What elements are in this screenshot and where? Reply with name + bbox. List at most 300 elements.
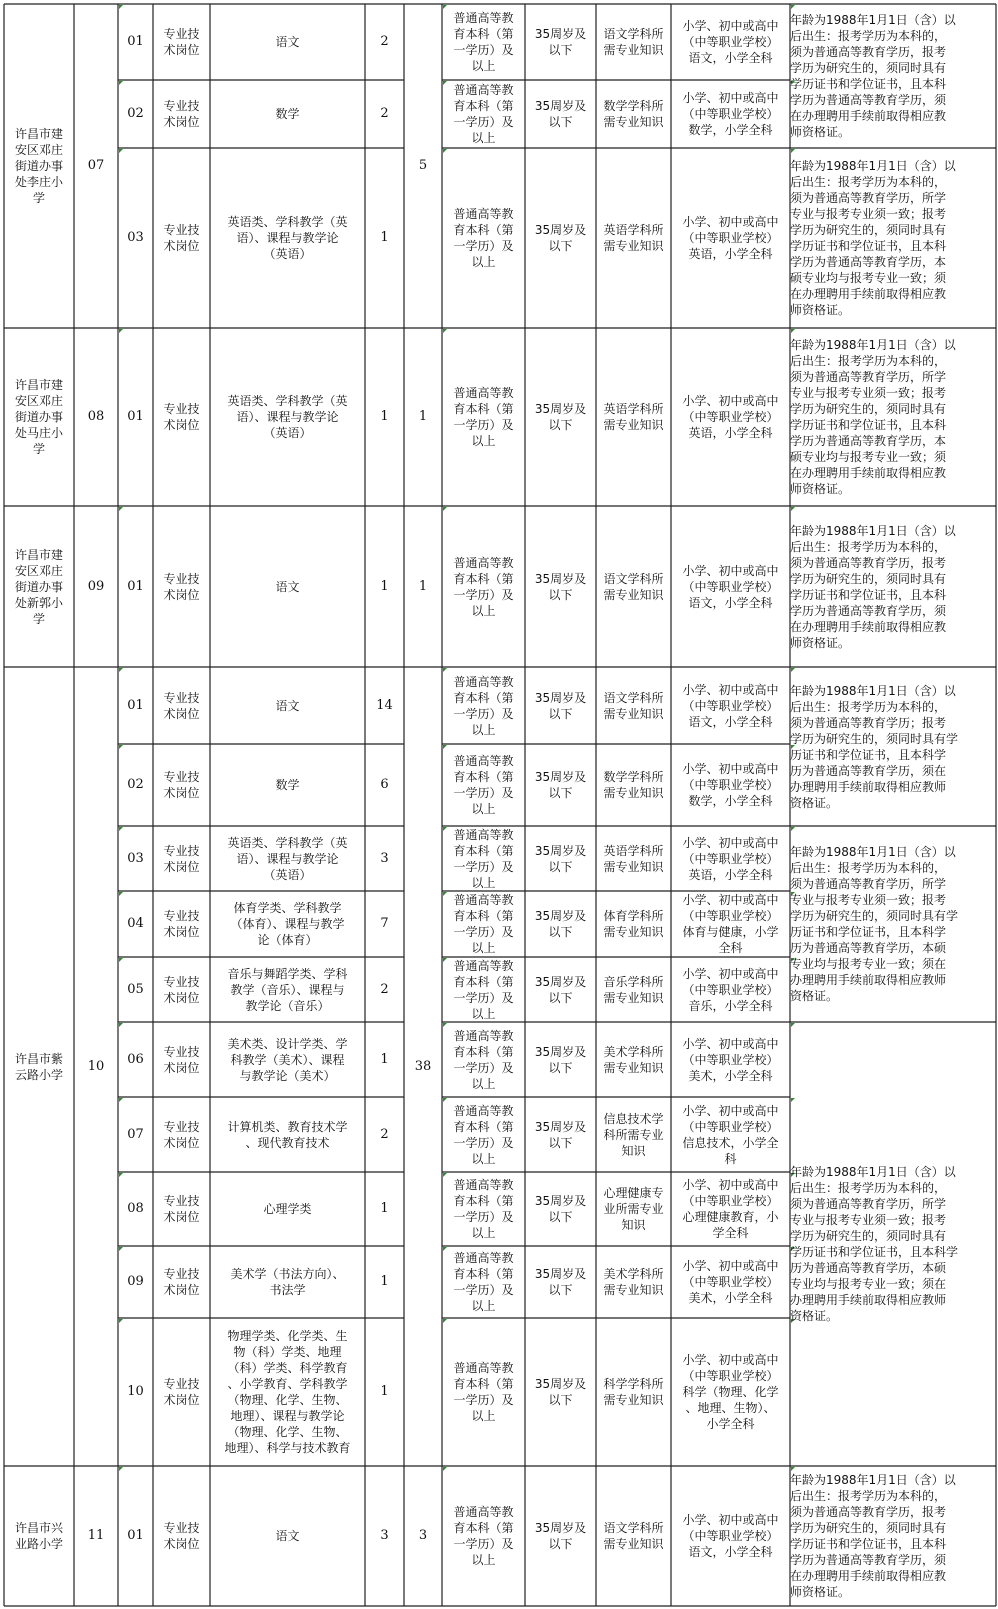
education-cell-text: 普通高等教 育本科（第 一学历）及 以上 [453, 11, 514, 73]
unit-total-cell-text: 1 [418, 409, 428, 424]
exam-cell-text: 音乐学科所 需专业知识 [603, 974, 664, 1005]
education-cell [442, 1318, 525, 1466]
unit-total-cell [404, 506, 442, 667]
note-cell [790, 1466, 996, 1606]
exam-cell [596, 1097, 671, 1172]
unit-code-cell-text: 08 [87, 409, 105, 424]
exam-cell [596, 1318, 671, 1466]
post-code-cell [118, 826, 153, 891]
education-cell-text: 普通高等教 育本科（第 一学历）及 以上 [453, 555, 514, 618]
post-code-cell-text: 01 [127, 697, 144, 713]
education-cell-text: 普通高等教 育本科（第 一学历）及 以上 [453, 1028, 514, 1091]
major-cell [210, 1466, 365, 1606]
exam-cell [596, 891, 671, 957]
unit-code-cell [74, 328, 118, 506]
post-code-cell [118, 744, 153, 826]
exam-cell-text: 语文学科所 需专业知识 [603, 1521, 664, 1551]
post-type-cell-text: 专业技 术岗位 [163, 99, 200, 129]
unit-code-cell [74, 506, 118, 667]
qualification-cell [671, 80, 790, 148]
post-code-cell-text: 01 [127, 34, 144, 49]
count-cell-text: 3 [380, 1528, 389, 1543]
post-code-cell [118, 957, 153, 1022]
post-code-cell-text: 01 [127, 409, 144, 424]
age-cell [525, 1022, 596, 1097]
age-cell [525, 80, 596, 148]
qualification-cell-text: 小学、初中或高中 （中等职业学校） 美术，小学全科 [682, 1259, 779, 1305]
education-cell [442, 1172, 525, 1246]
unit-name-cell [4, 1466, 74, 1606]
unit-code-cell-text: 07 [87, 158, 105, 173]
post-type-cell [153, 1097, 210, 1172]
age-cell-text: 35周岁及 以下 [534, 909, 587, 939]
age-cell-text: 35周岁及 以下 [534, 99, 587, 129]
unit-name-cell [4, 328, 74, 506]
exam-cell-text: 英语学科所 需专业知识 [603, 843, 664, 874]
qualification-cell [671, 1466, 790, 1606]
age-cell-text: 35周岁及 以下 [534, 843, 587, 874]
education-cell-text: 普通高等教 育本科（第 一学历）及 以上 [453, 1103, 514, 1166]
post-type-cell [153, 1466, 210, 1606]
qualification-cell-text: 小学、初中或高中 （中等职业学校） 英语，小学全科 [682, 215, 779, 261]
post-code-cell [118, 1466, 153, 1606]
count-cell-text: 1 [380, 1201, 389, 1216]
unit-name-cell-text: 许昌市兴 业路小学 [14, 1521, 63, 1551]
major-cell [210, 667, 365, 744]
qualification-cell [671, 667, 790, 744]
major-cell [210, 1246, 365, 1318]
count-cell [365, 148, 404, 328]
education-cell [442, 891, 525, 957]
major-cell-text: 数学 [275, 778, 300, 792]
qualification-cell-text: 小学、初中或高中 （中等职业学校） 语文，小学全科 [682, 1513, 779, 1559]
post-code-cell [118, 1318, 153, 1466]
exam-cell [596, 957, 671, 1022]
post-type-cell [153, 891, 210, 957]
education-cell-text: 普通高等教 育本科（第 一学历）及 以上 [453, 754, 514, 816]
post-code-cell [118, 4, 153, 80]
qualification-cell [671, 1097, 790, 1172]
education-cell [442, 826, 525, 891]
exam-cell-text: 英语学科所 需专业知识 [603, 223, 664, 253]
post-type-cell-text: 专业技 术岗位 [163, 1377, 200, 1407]
post-type-cell [153, 826, 210, 891]
age-cell-text: 35周岁及 以下 [534, 1044, 587, 1075]
exam-cell-text: 语文学科所 需专业知识 [603, 27, 664, 57]
exam-cell-text: 语文学科所 需专业知识 [603, 571, 664, 602]
exam-cell [596, 744, 671, 826]
post-code-cell [118, 328, 153, 506]
count-cell [365, 744, 404, 826]
exam-cell [596, 4, 671, 80]
unit-name-cell-text: 许昌市紫 云路小学 [14, 1051, 63, 1082]
exam-cell-text: 体育学科所 需专业知识 [603, 909, 664, 939]
education-cell [442, 4, 525, 80]
major-cell-text: 体育学类、学科教学 （体育）、课程与教学 论（体育） [230, 901, 345, 947]
age-cell-text: 35周岁及 以下 [534, 1267, 587, 1297]
unit-name-cell [4, 4, 74, 328]
age-cell [525, 1318, 596, 1466]
post-code-cell-text: 07 [127, 1126, 144, 1142]
count-cell [365, 4, 404, 80]
post-type-cell-text: 专业技 术岗位 [163, 1521, 200, 1551]
exam-cell [596, 826, 671, 891]
count-cell-text: 14 [376, 697, 393, 713]
count-cell-text: 1 [380, 409, 389, 424]
exam-cell [596, 1466, 671, 1606]
count-cell-text: 1 [380, 1051, 389, 1067]
post-code-cell-text: 02 [127, 106, 144, 121]
education-cell-text: 普通高等教 育本科（第 一学历）及 以上 [453, 83, 514, 145]
count-cell [365, 667, 404, 744]
count-cell-text: 2 [380, 34, 389, 49]
post-type-cell [153, 80, 210, 148]
exam-cell [596, 667, 671, 744]
post-type-cell [153, 1318, 210, 1466]
age-cell-text: 35周岁及 以下 [534, 223, 587, 253]
note-cell [790, 4, 996, 148]
count-cell [365, 1318, 404, 1466]
note-cell [790, 667, 996, 826]
age-cell [525, 891, 596, 957]
major-cell-text: 音乐与舞蹈学类、学科 教学（音乐）、课程与 教学论（音乐） [227, 966, 348, 1013]
exam-cell [596, 1246, 671, 1318]
education-cell [442, 1022, 525, 1097]
qualification-cell-text: 小学、初中或高中 （中等职业学校） 数学，小学全科 [682, 762, 779, 808]
unit-code-cell-text: 10 [87, 1058, 105, 1074]
qualification-cell [671, 744, 790, 826]
age-cell-text: 35周岁及 以下 [534, 571, 587, 602]
age-cell-text: 35周岁及 以下 [534, 690, 587, 721]
count-cell-text: 1 [380, 1384, 389, 1399]
unit-code-cell-text: 09 [87, 578, 105, 594]
age-cell [525, 1246, 596, 1318]
unit-name-cell-text: 许昌市建 安区邓庄 街道办事 处新郭小 学 [14, 547, 63, 626]
unit-name-cell-text: 许昌市建 安区邓庄 街道办事 处李庄小 学 [14, 127, 63, 205]
post-type-cell [153, 506, 210, 667]
qualification-cell [671, 4, 790, 80]
count-cell [365, 1172, 404, 1246]
post-type-cell-text: 专业技 术岗位 [163, 402, 200, 432]
qualification-cell [671, 1318, 790, 1466]
note-cell [790, 826, 996, 1022]
count-cell [365, 328, 404, 506]
post-type-cell-text: 专业技 术岗位 [163, 1194, 200, 1224]
exam-cell [596, 328, 671, 506]
post-code-cell [118, 148, 153, 328]
post-type-cell-text: 专业技 术岗位 [163, 770, 200, 800]
post-type-cell [153, 957, 210, 1022]
qualification-cell [671, 826, 790, 891]
note-cell-text: 年龄为1988年1月1日（含）以 后出生：报考学历为本科的， 须为普通高等教育学历，所学 专业与报考专业须一致；报考 学历为研究生的，须同时具有学 历证书和学位证书，且本科学 历为普通高等教育学历，本硕 专业均与报考专业一致；须在 办理聘用手续前取得相应教师 资格证。 [790, 845, 959, 1003]
education-cell-text: 普通高等教 育本科（第 一学历）及 以上 [453, 893, 514, 955]
exam-cell [596, 148, 671, 328]
unit-name-cell [4, 506, 74, 667]
age-cell-text: 35周岁及 以下 [534, 770, 587, 800]
exam-cell-text: 科学学科所 需专业知识 [603, 1377, 664, 1407]
major-cell [210, 148, 365, 328]
education-cell-text: 普通高等教 育本科（第 一学历）及 以上 [453, 958, 514, 1021]
education-cell-text: 普通高等教 育本科（第 一学历）及 以上 [453, 1251, 514, 1313]
qualification-cell-text: 小学、初中或高中 （中等职业学校） 音乐，小学全科 [682, 966, 779, 1013]
education-cell [442, 148, 525, 328]
age-cell-text: 35周岁及 以下 [534, 974, 587, 1005]
major-cell [210, 826, 365, 891]
age-cell [525, 667, 596, 744]
post-code-cell [118, 1097, 153, 1172]
note-cell [790, 328, 996, 506]
exam-cell-text: 英语学科所 需专业知识 [603, 402, 664, 432]
post-code-cell [118, 506, 153, 667]
qualification-cell [671, 506, 790, 667]
post-code-cell-text: 01 [127, 578, 144, 594]
qualification-cell-text: 小学、初中或高中 （中等职业学校） 数学，小学全科 [682, 91, 779, 137]
education-cell [442, 1246, 525, 1318]
major-cell-text: 数学 [275, 107, 300, 121]
note-cell-text: 年龄为1988年1月1日（含）以 后出生：报考学历为本科的， 须为普通高等教育学历，报考 学历为研究生的，须同时具有 学历证书和学位证书，且本科 学历为普通高等教育学历，须 在办理聘用手续前取得相应教 师资格证。 [790, 523, 956, 650]
count-cell-text: 3 [380, 850, 389, 866]
unit-total-cell [404, 1466, 442, 1606]
post-code-cell-text: 09 [127, 1274, 144, 1289]
count-cell-text: 7 [380, 916, 389, 931]
exam-cell-text: 语文学科所 需专业知识 [603, 690, 664, 721]
qualification-cell-text: 小学、初中或高中 （中等职业学校） 信息技术，小学全 科 [682, 1103, 779, 1166]
note-cell [790, 148, 996, 328]
count-cell [365, 80, 404, 148]
post-type-cell-text: 专业技 术岗位 [163, 1044, 200, 1075]
age-cell [525, 1172, 596, 1246]
major-cell [210, 4, 365, 80]
post-code-cell-text: 03 [127, 230, 144, 245]
post-type-cell-text: 专业技 术岗位 [163, 974, 200, 1005]
unit-code-cell [74, 667, 118, 1466]
unit-total-cell [404, 4, 442, 328]
unit-code-cell-text: 11 [87, 1528, 105, 1543]
qualification-cell [671, 1172, 790, 1246]
post-code-cell-text: 06 [127, 1051, 144, 1067]
education-cell [442, 957, 525, 1022]
major-cell [210, 957, 365, 1022]
unit-total-cell-text: 38 [414, 1058, 432, 1074]
qualification-cell-text: 小学、初中或高中 （中等职业学校） 美术，小学全科 [682, 1036, 779, 1083]
exam-cell-text: 心理健康专 业所需专业 知识 [603, 1186, 664, 1232]
qualification-cell-text: 小学、初中或高中 （中等职业学校） 英语，小学全科 [682, 394, 779, 440]
note-cell-text: 年龄为1988年1月1日（含）以 后出生：报考学历为本科的， 须为普通高等教育学历，所学 专业与报考专业须一致；报考 学历为研究生的，须同时具有 学历证书和学位证书，且本科 学历为普通高等教育学历，本 硕专业均与报考专业一致；须 在办理聘用手续前取得相应教 师资格证。 [790, 338, 956, 496]
education-cell [442, 744, 525, 826]
age-cell-text: 35周岁及 以下 [534, 1194, 587, 1224]
count-cell-text: 1 [380, 578, 389, 594]
count-cell [365, 1246, 404, 1318]
post-type-cell [153, 1022, 210, 1097]
age-cell-text: 35周岁及 以下 [534, 1119, 587, 1150]
count-cell-text: 6 [380, 777, 389, 792]
qualification-cell [671, 891, 790, 957]
major-cell [210, 506, 365, 667]
qualification-cell-text: 小学、初中或高中 （中等职业学校） 语文，小学全科 [682, 563, 779, 610]
post-type-cell-text: 专业技 术岗位 [163, 571, 200, 602]
major-cell-text: 语文 [275, 35, 300, 49]
qualification-cell [671, 328, 790, 506]
education-cell [442, 328, 525, 506]
post-code-cell [118, 1022, 153, 1097]
age-cell [525, 744, 596, 826]
age-cell [525, 957, 596, 1022]
education-cell [442, 506, 525, 667]
post-type-cell [153, 744, 210, 826]
age-cell-text: 35周岁及 以下 [534, 1377, 587, 1407]
unit-total-cell [404, 328, 442, 506]
major-cell [210, 328, 365, 506]
age-cell [525, 148, 596, 328]
post-code-cell-text: 02 [127, 777, 144, 792]
count-cell-text: 1 [380, 230, 389, 245]
note-cell-text: 年龄为1988年1月1日（含）以 后出生：报考学历为本科的， 须为普通高等教育学历，所学 专业与报考专业须一致；报考 学历为研究生的，须同时具有 学历证书和学位证书，且本科学 历为普通高等教育学历，本硕 专业均与报考专业一致；须在 办理聘用手续前取得相应教师 资格证。 [790, 1165, 959, 1323]
education-cell [442, 80, 525, 148]
education-cell-text: 普通高等教 育本科（第 一学历）及 以上 [453, 674, 514, 737]
count-cell-text: 2 [380, 981, 389, 997]
count-cell-text: 2 [380, 106, 389, 121]
unit-code-cell [74, 1466, 118, 1606]
age-cell [525, 328, 596, 506]
count-cell [365, 1097, 404, 1172]
qualification-cell-text: 小学、初中或高中 （中等职业学校） 体育与健康，小学 全科 [682, 893, 779, 955]
post-type-cell-text: 专业技 术岗位 [163, 909, 200, 939]
post-type-cell-text: 专业技 术岗位 [163, 1267, 200, 1297]
qualification-cell [671, 1022, 790, 1097]
count-cell-text: 2 [380, 1126, 389, 1142]
age-cell [525, 4, 596, 80]
post-type-cell-text: 专业技 术岗位 [163, 27, 200, 57]
exam-cell-text: 数学学科所 需专业知识 [603, 770, 664, 800]
education-cell-text: 普通高等教 育本科（第 一学历）及 以上 [453, 1505, 514, 1567]
unit-total-cell-text: 3 [418, 1528, 428, 1543]
post-code-cell [118, 1172, 153, 1246]
age-cell-text: 35周岁及 以下 [534, 27, 587, 57]
post-type-cell-text: 专业技 术岗位 [163, 1119, 200, 1150]
age-cell-text: 35周岁及 以下 [534, 402, 587, 432]
note-cell [790, 1022, 996, 1466]
note-cell-text: 年龄为1988年1月1日（含）以 后出生：报考学历为本科的， 须为普通高等教育学历，报考 学历为研究生的，须同时具有 学历证书和学位证书，且本科 学历为普通高等教育学历，须 在办理聘用手续前取得相应教 师资格证。 [790, 1473, 956, 1599]
qualification-cell-text: 小学、初中或高中 （中等职业学校） 语文，小学全科 [682, 19, 779, 65]
major-cell-text: 美术类、设计学类、学 科教学（美术）、课程 与教学论（美术） [227, 1036, 348, 1083]
education-cell-text: 普通高等教 育本科（第 一学历）及 以上 [453, 1361, 514, 1423]
count-cell [365, 826, 404, 891]
unit-total-cell-text: 1 [418, 578, 428, 594]
qualification-cell-text: 小学、初中或高中 （中等职业学校） 英语，小学全科 [682, 835, 779, 882]
post-code-cell [118, 1246, 153, 1318]
post-code-cell-text: 03 [127, 850, 144, 866]
count-cell [365, 891, 404, 957]
note-cell [790, 506, 996, 667]
exam-cell [596, 506, 671, 667]
major-cell [210, 80, 365, 148]
unit-name-cell [4, 667, 74, 1466]
unit-name-cell-text: 许昌市建 安区邓庄 街道办事 处马庄小 学 [14, 378, 63, 456]
major-cell-text: 英语类、学科教学（英 语）、课程与教学论 （英语） [227, 394, 348, 440]
note-cell-text: 年龄为1988年1月1日（含）以 后出生：报考学历为本科的， 须为普通高等教育学历，所学 专业与报考专业须一致；报考 学历为研究生的，须同时具有 学历证书和学位证书，且本科 学历为普通高等教育学历，本 硕专业均与报考专业一致；须 在办理聘用手续前取得相应教 师资格证。 [790, 159, 956, 317]
exam-cell-text: 美术学科所 需专业知识 [603, 1267, 664, 1297]
post-code-cell-text: 05 [127, 981, 144, 997]
post-code-cell-text: 01 [127, 1528, 144, 1543]
qualification-cell [671, 1246, 790, 1318]
qualification-cell [671, 957, 790, 1022]
qualification-cell [671, 148, 790, 328]
age-cell [525, 506, 596, 667]
exam-cell-text: 数学学科所 需专业知识 [603, 99, 664, 129]
post-type-cell-text: 专业技 术岗位 [163, 690, 200, 721]
major-cell-text: 英语类、学科教学（英 语）、课程与教学论 （英语） [227, 215, 348, 261]
post-type-cell [153, 1172, 210, 1246]
major-cell-text: 心理学类 [263, 1202, 312, 1216]
major-cell [210, 1097, 365, 1172]
post-type-cell [153, 1246, 210, 1318]
major-cell-text: 计算机类、教育技术学 、现代教育技术 [227, 1119, 348, 1150]
major-cell [210, 1022, 365, 1097]
note-cell-text: 年龄为1988年1月1日（含）以 后出生：报考学历为本科的， 须为普通高等教育学历；报考 学历为研究生的，须同时具有学 历证书和学位证书，且本科学 历为普通高等教育学历，须在 办理聘用手续前取得相应教师 资格证。 [790, 683, 959, 810]
count-cell [365, 1022, 404, 1097]
post-code-cell-text: 04 [127, 916, 144, 931]
post-code-cell [118, 80, 153, 148]
unit-code-cell [74, 4, 118, 328]
major-cell-text: 物理学类、化学类、生 物（科）学类、地理 （科）学类、科学教育 、小学教育、学科教学 （物理、化学、生物、 地理）、课程与教学论 （物理、化学、生物、 地理）、科学与技术教育 [224, 1329, 351, 1455]
age-cell [525, 1466, 596, 1606]
major-cell-text: 语文 [275, 579, 300, 594]
exam-cell-text: 美术学科所 需专业知识 [603, 1044, 664, 1075]
education-cell-text: 普通高等教 育本科（第 一学历）及 以上 [453, 207, 514, 269]
post-type-cell [153, 667, 210, 744]
exam-cell [596, 1172, 671, 1246]
post-type-cell [153, 4, 210, 80]
education-cell-text: 普通高等教 育本科（第 一学历）及 以上 [453, 827, 514, 890]
qualification-cell-text: 小学、初中或高中 （中等职业学校） 科学（物理、化学 、地理、生物）、 小学全科 [682, 1353, 779, 1431]
exam-cell-text: 信息技术学 科所需专业 知识 [603, 1111, 664, 1158]
exam-cell [596, 80, 671, 148]
major-cell-text: 英语类、学科教学（英 语）、课程与教学论 （英语） [227, 835, 348, 882]
age-cell-text: 35周岁及 以下 [534, 1521, 587, 1551]
post-type-cell [153, 148, 210, 328]
major-cell [210, 1318, 365, 1466]
age-cell [525, 826, 596, 891]
major-cell-text: 语文 [275, 698, 300, 713]
exam-cell [596, 1022, 671, 1097]
major-cell-text: 美术学（书法方向）、 书法学 [230, 1267, 345, 1297]
count-cell [365, 506, 404, 667]
post-code-cell [118, 891, 153, 957]
unit-total-cell [404, 667, 442, 1466]
count-cell-text: 1 [380, 1274, 389, 1289]
education-cell-text: 普通高等教 育本科（第 一学历）及 以上 [453, 1178, 514, 1240]
major-cell [210, 1172, 365, 1246]
post-code-cell-text: 10 [127, 1384, 144, 1399]
qualification-cell-text: 小学、初中或高中 （中等职业学校） 心理健康教育，小 学全科 [682, 1178, 779, 1240]
qualification-cell-text: 小学、初中或高中 （中等职业学校） 语文，小学全科 [682, 682, 779, 729]
major-cell [210, 744, 365, 826]
major-cell [210, 891, 365, 957]
education-cell [442, 667, 525, 744]
unit-total-cell-text: 5 [418, 158, 428, 173]
education-cell [442, 1097, 525, 1172]
post-code-cell [118, 667, 153, 744]
count-cell [365, 1466, 404, 1606]
major-cell-text: 语文 [275, 1529, 300, 1543]
age-cell [525, 1097, 596, 1172]
education-cell [442, 1466, 525, 1606]
education-cell-text: 普通高等教 育本科（第 一学历）及 以上 [453, 386, 514, 448]
note-cell-text: 年龄为1988年1月1日（含）以 后出生：报考学历为本科的， 须为普通高等教育学历，报考 学历为研究生的，须同时具有 学历证书和学位证书，且本科 学历为普通高等教育学历，须 在办理聘用手续前取得相应教 师资格证。 [790, 13, 956, 139]
post-type-cell-text: 专业技 术岗位 [163, 843, 200, 874]
post-type-cell-text: 专业技 术岗位 [163, 223, 200, 253]
post-code-cell-text: 08 [127, 1201, 144, 1216]
